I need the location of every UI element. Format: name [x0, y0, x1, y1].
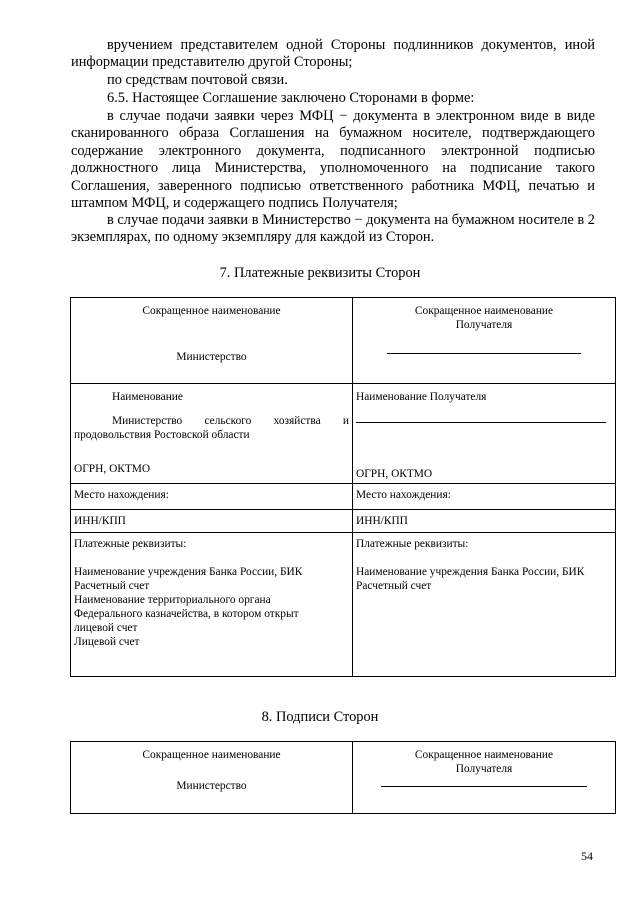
- paragraph-text: вручением представителем одной Стороны подлинников документов, иной информации представителю другой Стороны;: [71, 37, 595, 71]
- cell-left-signature: [71, 742, 353, 814]
- label: Наименование Получателя: [356, 391, 487, 403]
- table-row: [71, 298, 616, 384]
- label: Сокращенное наименование Получателя: [414, 305, 554, 331]
- paragraph-delivery: [71, 37, 595, 72]
- payment-lines: [356, 565, 612, 593]
- label: Наименование: [112, 391, 183, 403]
- payment-line: Наименование учреждения Банка России, БИК: [356, 566, 585, 578]
- payment-details-table: [70, 297, 616, 677]
- cell-left-location: [71, 484, 353, 510]
- table-row: [71, 533, 616, 677]
- blank-line: [381, 786, 587, 787]
- label: Сокращенное наименование: [142, 749, 281, 761]
- payment-line: Наименование учреждения Банка России, БИК: [74, 566, 303, 578]
- payment-lines: [74, 565, 349, 649]
- label: Место нахождения:: [74, 489, 169, 501]
- label: Сокращенное наименование Получателя: [414, 749, 554, 775]
- payment-line: Лицевой счет: [74, 636, 140, 648]
- label: Платежные реквизиты:: [74, 538, 187, 550]
- paragraph-ministry: в случае подачи заявки в Министерство − документа на бумажном носителе в 2 экземплярах, по одному экземпляру для каждой из Сторон.: [71, 212, 595, 246]
- cell-right-inn: [353, 510, 616, 533]
- blank-line: [387, 353, 581, 354]
- payment-line: Наименование территориального органа Федерального казначейства, в котором открыт лицевой счет: [74, 594, 299, 634]
- payment-line: Расчетный счет: [74, 580, 150, 592]
- signatures-table: [70, 741, 616, 814]
- blank-line: [356, 422, 606, 423]
- table-row: [71, 742, 616, 814]
- label: ИНН/КПП: [356, 515, 408, 527]
- table-row: [71, 510, 616, 533]
- cell-right-signature: [353, 742, 616, 814]
- ogrn-label: ОГРН, ОКТМО: [356, 468, 433, 480]
- section-7-title: 7. Платежные реквизиты Сторон: [219, 265, 421, 281]
- label: ИНН/КПП: [74, 515, 126, 527]
- table-row: [71, 484, 616, 510]
- cell-left-name: [71, 384, 353, 484]
- cell-left-short-name: [71, 298, 353, 384]
- table-row: [71, 384, 616, 484]
- payment-line: Расчетный счет: [356, 580, 432, 592]
- section-8-title: 8. Подписи Сторон: [261, 709, 379, 725]
- cell-left-payment: [71, 533, 353, 677]
- cell-right-location: [353, 484, 616, 510]
- paragraph-6-5: 6.5. Настоящее Соглашение заключено Сторонами в форме:: [107, 90, 475, 106]
- paragraph-mfc: в случае подачи заявки через МФЦ − документа в электронном виде в виде сканированного образа Соглашения на бумажном носителе, подтверждающего содержание электронного документа, подписанного электронной подписью должностного лица Министерства, уполномоченного на подписание такого Соглашения, заверенного подписью ответственного работника МФЦ, печатью и штампом МФЦ, и содержащего подпись Получателя;: [71, 108, 595, 212]
- cell-right-name: [353, 384, 616, 484]
- paragraph-postal: по средствам почтовой связи.: [107, 72, 288, 88]
- cell-left-inn: [71, 510, 353, 533]
- cell-right-payment: [353, 533, 616, 677]
- label: Сокращенное наименование: [142, 305, 281, 317]
- label: Место нахождения:: [356, 489, 451, 501]
- ogrn-label: ОГРН, ОКТМО: [74, 463, 151, 475]
- value: Министерство: [176, 351, 247, 363]
- value: Министерство сельского хозяйства и продовольствия Ростовской области: [74, 415, 349, 441]
- page-number: 54: [581, 849, 593, 863]
- value: Министерство: [176, 780, 247, 792]
- cell-right-short-name: [353, 298, 616, 384]
- label: Платежные реквизиты:: [356, 538, 469, 550]
